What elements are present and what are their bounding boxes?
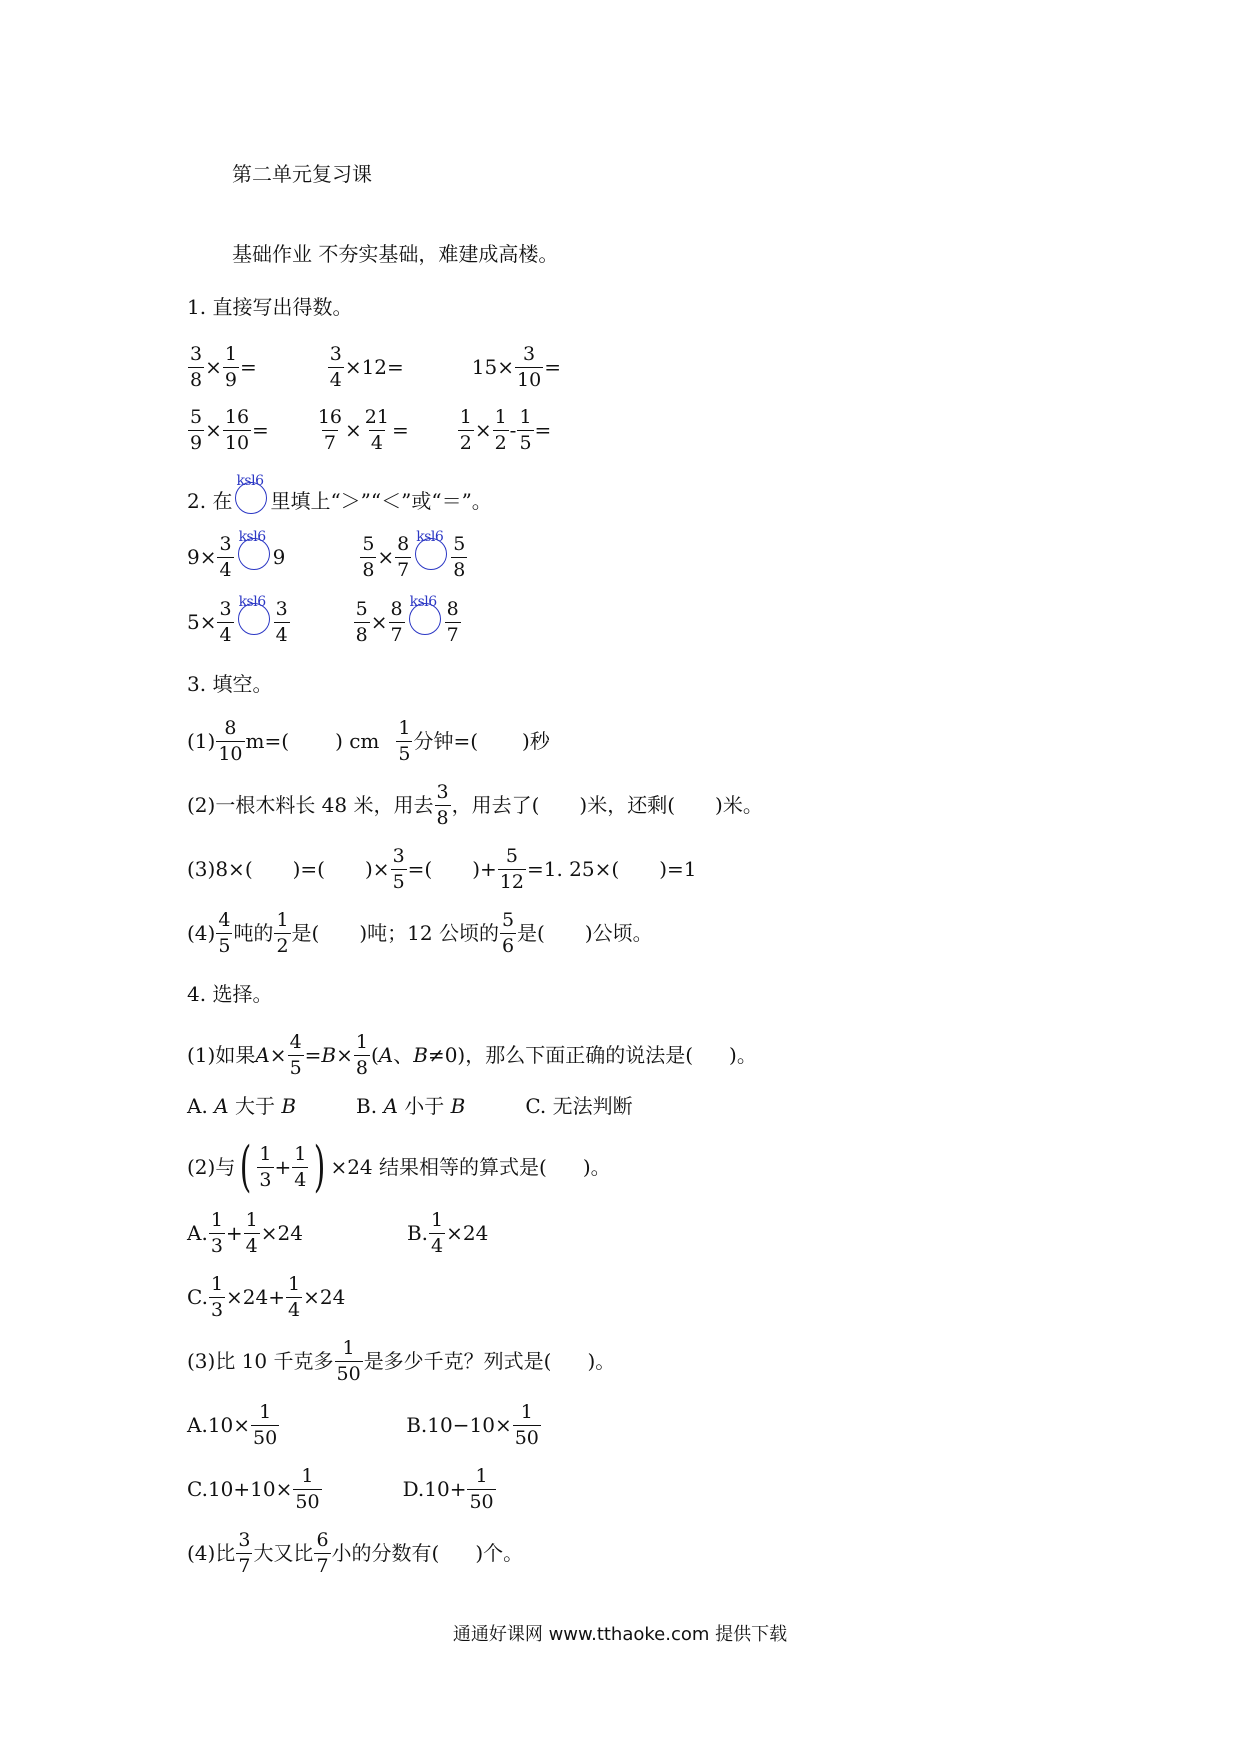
fraction: 3 4 bbox=[275, 597, 288, 646]
q3-part-3: (3)8×( )=( )× $\frac{3}{5}$ =( )+ $\frac{5}{12}$ =1. 25×( )=1 bbox=[187, 844, 697, 893]
answer-circle[interactable]: ksl6 bbox=[235, 605, 273, 639]
fraction: $\frac{1}{50}$ bbox=[295, 1464, 320, 1513]
fraction: $\frac{16}{10}$ bbox=[224, 405, 250, 454]
q2-row-2: 5× $\frac{3}{4}$ ksl6 3 4 $\frac{5}{8}$ × $\frac{8}{7}$ ksl6 8 7 bbox=[187, 594, 459, 646]
option-c[interactable]: C. 10+10× $\frac{1}{50}$ bbox=[187, 1464, 320, 1513]
q4-part-2-option-c bbox=[187, 1272, 345, 1322]
q1-row-1: $\frac{3}{8}$ × $\frac{1}{9}$ = $\frac{3}{4}$ ×12= 15× $\frac{3}{10}$ = bbox=[190, 342, 561, 391]
option-d[interactable]: D. 10+ $\frac{1}{50}$ bbox=[402, 1464, 494, 1513]
fraction: $\frac{1}{5}$ bbox=[519, 405, 532, 454]
q3-part-4: (4) 4 5 吨的 1 2 是( )吨；12 公顷的 5 6 是( )公顷。 bbox=[187, 908, 653, 957]
fraction: $\frac{16}{7}$ bbox=[317, 405, 342, 454]
q4-heading: 4. 选择。 bbox=[187, 982, 273, 1006]
page-title bbox=[232, 164, 372, 184]
fraction: 4 5 bbox=[218, 908, 231, 957]
fraction: $\frac{1}{8}$ bbox=[355, 1030, 368, 1079]
fraction: $\frac{5}{9}$ bbox=[190, 405, 203, 454]
q1-heading-text: 1. 直接写出得数。 bbox=[187, 295, 353, 319]
fraction: 5 8 bbox=[453, 532, 466, 581]
q1-heading bbox=[187, 297, 352, 317]
fraction: $\frac{5}{8}$ bbox=[355, 597, 368, 646]
fraction: $\frac{1}{3}$ bbox=[210, 1272, 224, 1321]
option-b[interactable]: B. A 小于 B bbox=[356, 1094, 466, 1118]
fraction: $\frac{4}{5}$ bbox=[289, 1030, 302, 1079]
answer-circle[interactable]: ksl6 bbox=[232, 484, 270, 518]
intro-text: 基础作业 不夯实基础，难建成高楼。 bbox=[232, 242, 559, 266]
q4-part-1-options bbox=[187, 1096, 633, 1116]
q2-row-1: 9× $\frac{3}{4}$ ksl6 9 $\frac{5}{8}$ × $\frac{8}{7}$ ksl6 5 8 bbox=[187, 529, 466, 581]
fraction: $\frac{1}{50}$ bbox=[514, 1400, 539, 1449]
answer-circle[interactable]: ksl6 bbox=[235, 540, 273, 574]
q4-part-4: (4)比 3 7 大又比 6 7 小的分数有( )个。 bbox=[187, 1528, 524, 1577]
fraction: $\frac{3}{4}$ bbox=[219, 532, 232, 581]
fraction: 3 8 bbox=[436, 780, 449, 829]
fraction: 1 5 bbox=[398, 716, 411, 765]
q4-part-3-options-ab bbox=[187, 1400, 542, 1450]
fraction: 1 2 bbox=[276, 908, 289, 957]
fraction: $\frac{3}{10}$ bbox=[517, 342, 542, 391]
left-paren: ( bbox=[240, 1135, 252, 1198]
fraction: $\frac{8}{7}$ bbox=[397, 532, 410, 581]
fraction: $\frac{1}{50}$ bbox=[253, 1400, 278, 1449]
intro bbox=[232, 244, 558, 264]
q1-row-2: $\frac{5}{9}$ × $\frac{16}{10}$ = $\frac{16}{7}$ × $\frac{21}{4}$ = $\frac{1}{2}$ × $\frac{1}{2}$ - $\frac{1}{5}$ = bbox=[190, 405, 552, 454]
fraction: $\frac{1}{50}$ bbox=[469, 1464, 494, 1513]
fraction: $\frac{21}{4}$ bbox=[364, 405, 389, 454]
fraction: $\frac{3}{5}$ bbox=[392, 844, 405, 893]
fraction: 8 7 bbox=[446, 597, 459, 646]
fraction: $\frac{1}{2}$ bbox=[494, 405, 507, 454]
fraction: $\frac{1}{4}$ bbox=[245, 1208, 258, 1257]
footer-text: 通通好课网 www.tthaoke.com 提供下载 bbox=[452, 1624, 788, 1645]
fraction: $\frac{3}{8}$ bbox=[190, 342, 203, 391]
q3-heading: 3. 填空。 bbox=[187, 672, 273, 696]
option-a[interactable]: A. A 大于 B bbox=[187, 1094, 297, 1118]
fraction: 1 3 bbox=[210, 1208, 223, 1257]
fraction: $\frac{5}{12}$ bbox=[499, 844, 524, 893]
option-c[interactable]: C. 无法判断 bbox=[525, 1094, 633, 1118]
footer bbox=[0, 1620, 1240, 1646]
answer-circle[interactable]: ksl6 bbox=[406, 605, 444, 639]
fraction: $\frac{5}{8}$ bbox=[362, 532, 375, 581]
fraction: $\frac{3}{4}$ bbox=[329, 342, 342, 391]
fraction: 5 6 bbox=[501, 908, 515, 957]
q3-part-2: (2)一根木料长 48 米，用去 3 8 ，用去了( )米，还剩( )米。 bbox=[187, 780, 763, 829]
q4-part-2-options-ab bbox=[187, 1208, 488, 1258]
fraction: 1 50 bbox=[336, 1336, 361, 1385]
option-c[interactable]: C. $\frac{1}{3}$ ×24+ $\frac{1}{4}$ ×24 bbox=[187, 1272, 346, 1321]
answer-circle[interactable]: ksl6 bbox=[412, 540, 450, 574]
option-b[interactable]: B. 10−10× $\frac{1}{50}$ bbox=[406, 1400, 539, 1449]
fraction: 6 7 bbox=[316, 1528, 329, 1577]
option-b[interactable]: B. $\frac{1}{4}$ ×24 bbox=[406, 1208, 489, 1257]
fraction: $\frac{3}{4}$ bbox=[219, 597, 232, 646]
q4-part-3-options-cd bbox=[187, 1464, 497, 1514]
fraction: $\frac{8}{7}$ bbox=[390, 597, 403, 646]
fraction: $\frac{1}{9}$ bbox=[224, 342, 237, 391]
q3-part-1: (1) 8 10 m=( ) cm 1 5 分钟=( )秒 bbox=[187, 716, 550, 765]
option-a[interactable]: A. 1 3 + $\frac{1}{4}$ ×24 bbox=[187, 1208, 303, 1257]
fraction: $\frac{1}{4}$ bbox=[431, 1208, 444, 1257]
fraction: 3 7 bbox=[238, 1528, 251, 1577]
q2-heading: 2. 在 ksl6 里填上“＞”“＜”或“＝”。 bbox=[187, 484, 492, 518]
q4-part-1: (1)如果 A × $\frac{4}{5}$ = B × $\frac{1}{8}$ ( A 、 B ≠0)，那么下面正确的说法是( )。 bbox=[187, 1030, 757, 1079]
title-text: 第二单元复习课 bbox=[232, 162, 372, 186]
right-paren: ) bbox=[314, 1135, 326, 1198]
fraction: $\frac{1}{2}$ bbox=[459, 405, 472, 454]
fraction: 8 10 bbox=[218, 716, 243, 765]
q4-part-2: (2)与 ( 1 3 + $\frac{1}{4}$ ) ×24 结果相等的算式是( )。 bbox=[187, 1135, 611, 1198]
fraction: $\frac{1}{4}$ bbox=[288, 1272, 301, 1321]
option-a[interactable]: A. 10× $\frac{1}{50}$ bbox=[187, 1400, 278, 1449]
q4-part-3: (3)比 10 千克多 1 50 是多少千克？列式是( )。 bbox=[187, 1336, 616, 1385]
fraction: 1 3 bbox=[259, 1142, 272, 1191]
fraction: $\frac{1}{4}$ bbox=[294, 1142, 307, 1191]
